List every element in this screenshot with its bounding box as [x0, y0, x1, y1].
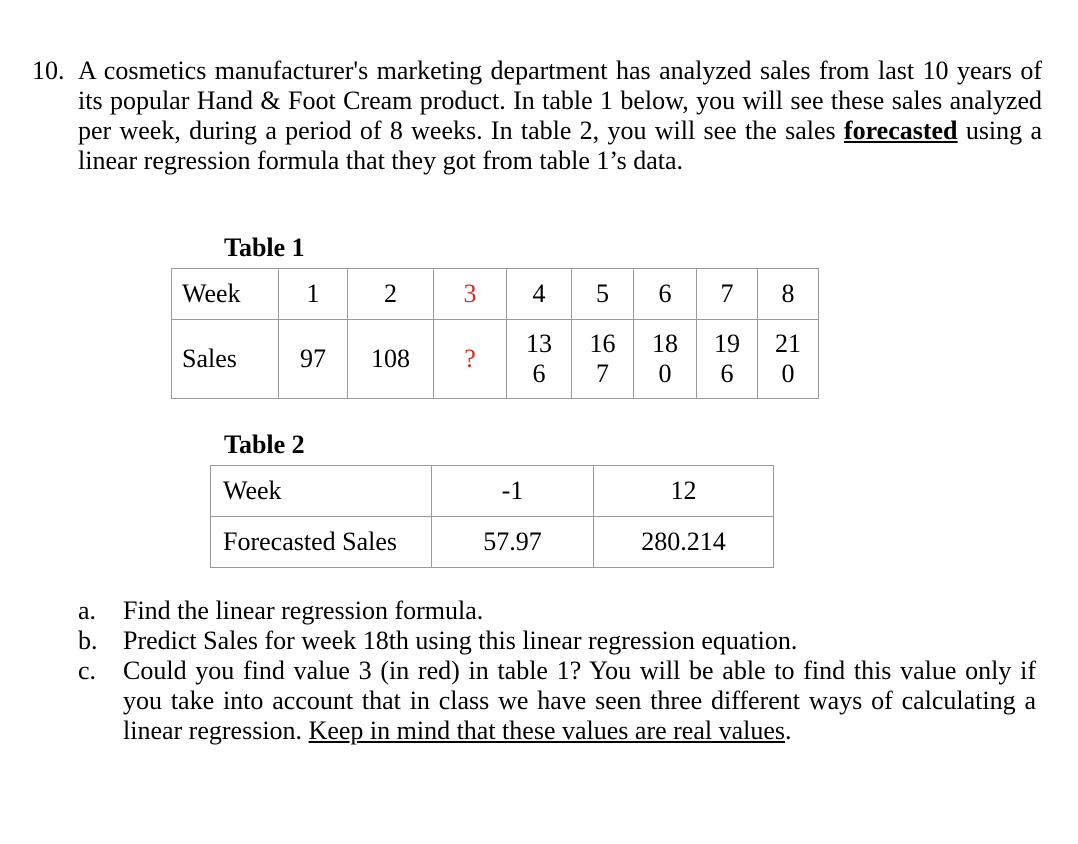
problem-text-after: using a linear regression formula that they got from table 1’s data.: [78, 116, 1042, 175]
question-b: [78, 626, 1036, 656]
problem-text-before: A cosmetics manufacturer's marketing department has analyzed sales from last 10 years of its popular Hand & Foot Cream product. In table 1 below, you will see these sales analyzed per week, during a period of 8 weeks. In table 2, you will see the sales: [78, 56, 1042, 145]
sales-digits-top: 19: [714, 329, 740, 358]
question-a: [78, 596, 1036, 626]
table1-sales-cell: [758, 320, 819, 399]
problem-number: 10.: [32, 56, 65, 85]
problem-emphasis: forecasted: [843, 116, 958, 145]
table1-week-cell: 2: [348, 269, 434, 320]
sales-digits-top: 21: [775, 329, 801, 358]
table1-sales-cell: 97: [279, 320, 348, 399]
question-text: Find the linear regression formula.: [123, 596, 484, 625]
table2-forecast-row: [211, 517, 774, 568]
table1-sales-missing-cell: ?: [434, 320, 507, 399]
table1-week-cell: 4: [507, 269, 572, 320]
table2-week-row: [211, 466, 774, 517]
table1-sales-cell: [507, 320, 572, 399]
sales-digits-top: 16: [589, 329, 616, 358]
question-list: [78, 596, 1036, 746]
table2: [210, 465, 774, 568]
table1-week-header: Week: [172, 269, 279, 320]
question-letter: a.: [78, 596, 97, 625]
table1-week-cell: 7: [697, 269, 758, 320]
table1: [171, 268, 819, 399]
question-c-end: .: [785, 716, 792, 745]
question-c-underlined: Keep in mind that these values are real values: [308, 716, 786, 745]
table1-sales-cell: 108: [348, 320, 434, 399]
table1-week-cell: 5: [572, 269, 634, 320]
table2-title: Table 2: [224, 430, 305, 459]
table2-forecast-cell: 280.214: [594, 517, 774, 568]
question-letter: c.: [78, 656, 97, 685]
table1-week-cell: 3: [434, 269, 507, 320]
table1-week-cell: 1: [279, 269, 348, 320]
question-text: Predict Sales for week 18th using this linear regression equation.: [123, 626, 798, 655]
sales-digits-top: 13: [526, 329, 552, 358]
sales-digits-bottom: 0: [781, 359, 795, 388]
sales-digits-bottom: 6: [720, 359, 734, 388]
table2-week-header: Week: [211, 466, 432, 517]
table1-title: Table 1: [224, 233, 305, 262]
table1-sales-header: Sales: [172, 320, 279, 399]
table2-week-cell: -1: [432, 466, 594, 517]
sales-digits-bottom: 0: [658, 359, 672, 388]
sales-digits-top: 18: [652, 329, 678, 358]
sales-digits-bottom: 6: [532, 359, 546, 388]
table2-forecast-header: Forecasted Sales: [211, 517, 432, 568]
question-c: [78, 656, 1036, 746]
question-letter: b.: [78, 626, 98, 655]
question-text: [123, 656, 1036, 746]
question-c-text: Could you find value 3 (in red) in table 1? You will be able to find this value only if you take into account that in class we have seen three different ways of calculating a linear regression.: [123, 656, 1036, 745]
table1-sales-cell: [697, 320, 758, 399]
problem-statement: [32, 56, 1042, 176]
table1-week-cell: 6: [634, 269, 697, 320]
table2-forecast-cell: 57.97: [432, 517, 594, 568]
sales-digits-bottom: 7: [596, 359, 609, 388]
table1-week-cell: 8: [758, 269, 819, 320]
table1-sales-cell: [634, 320, 697, 399]
problem-text: [78, 56, 1042, 176]
table2-week-cell: 12: [594, 466, 774, 517]
table1-week-row: [172, 269, 819, 320]
table1-sales-row: [172, 320, 819, 399]
table1-sales-cell: [572, 320, 634, 399]
